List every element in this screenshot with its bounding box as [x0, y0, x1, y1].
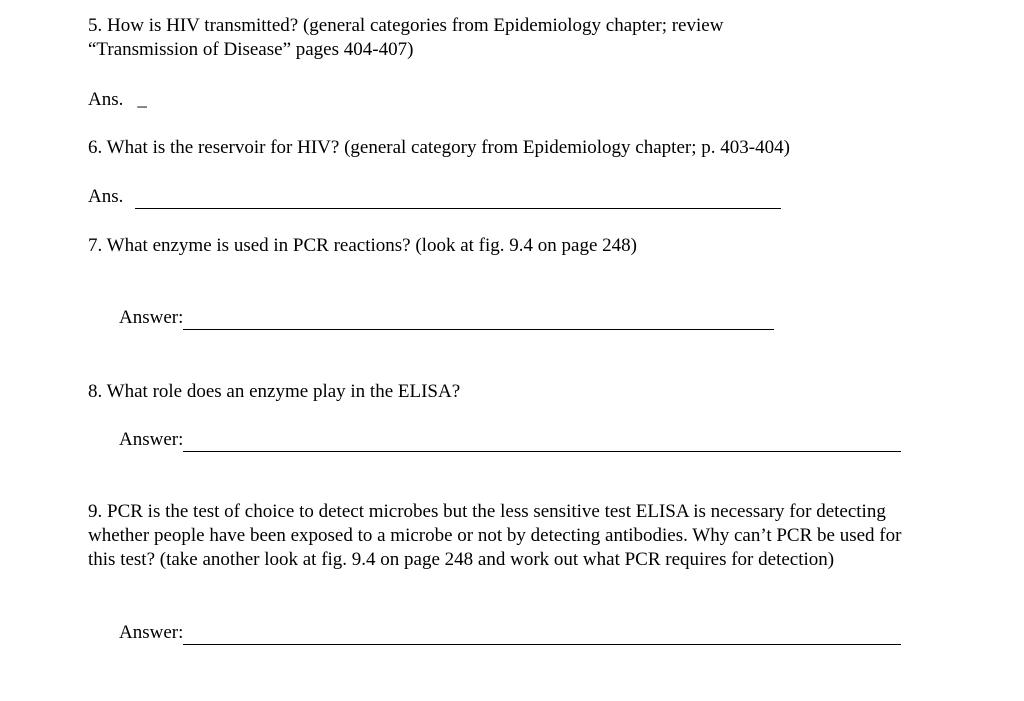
question-text-continued: “Transmission of Disease” pages 404-407): [88, 39, 414, 60]
answer-row-9: [119, 621, 901, 645]
question-text: How is HIV transmitted? (general categories from Epidemiology chapter; review: [107, 15, 724, 36]
answer-field-7[interactable]: [183, 311, 774, 330]
question-number: 7.: [88, 235, 103, 256]
answer-label: Answer:: [119, 307, 184, 328]
question-number: 9.: [88, 501, 103, 522]
answer-label: Answer:: [119, 622, 184, 643]
question-text: PCR is the test of choice to detect microbes but the less sensitive test ELISA is necessary for detecting whether people have been exposed to a microbe or not by detecting antibodies. Why can’t PCR be used for this test? (take another look at fig. 9.4 on page 248 and work out what PCR requires for detection): [88, 501, 902, 570]
question-5-line-2: [88, 38, 413, 62]
answer-field-8[interactable]: [183, 433, 901, 452]
answer-label: Ans.: [88, 89, 124, 110]
question-text: What enzyme is used in PCR reactions? (look at fig. 9.4 on page 248): [106, 235, 637, 256]
answer-row-7: [119, 306, 774, 330]
question-9: [88, 500, 908, 572]
question-5: [88, 14, 723, 38]
answer-field-5[interactable]: _: [137, 89, 147, 110]
question-number: 8.: [88, 381, 103, 402]
question-7: [88, 234, 637, 258]
question-6: [88, 136, 790, 160]
question-8: [88, 380, 460, 404]
answer-label: Ans.: [88, 186, 124, 207]
question-text: What role does an enzyme play in the ELISA?: [106, 381, 461, 402]
answer-field-6[interactable]: [135, 190, 781, 209]
answer-row-8: [119, 428, 901, 452]
answer-row-6: [88, 185, 781, 209]
question-number: 6.: [88, 137, 103, 158]
question-number: 5.: [88, 15, 103, 36]
answer-label: Answer:: [119, 429, 184, 450]
question-text: What is the reservoir for HIV? (general category from Epidemiology chapter; p. 403-404): [106, 137, 790, 158]
answer-field-9[interactable]: [183, 626, 901, 645]
answer-row-5: [88, 88, 147, 112]
